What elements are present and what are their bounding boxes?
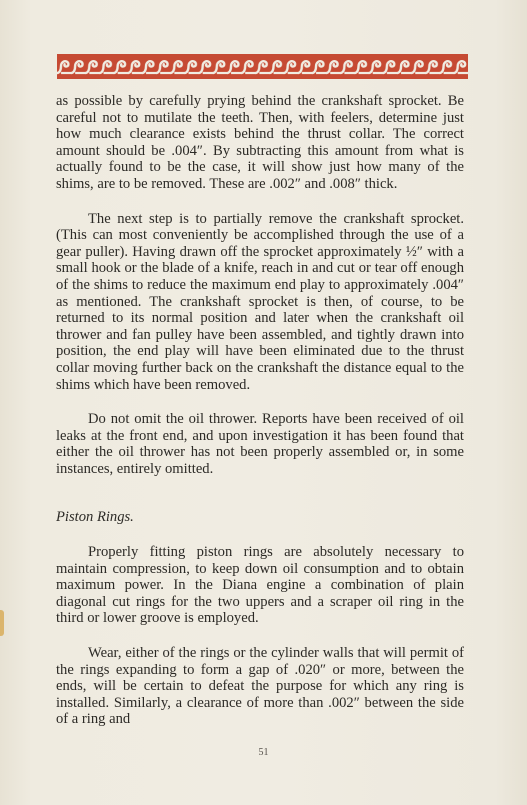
section-heading: Piston Rings. — [56, 509, 134, 526]
paragraph-continuation: as possible by carefully prying behind the crankshaft sprocket. Be careful not to mutilate the teeth. Then, with feelers, determine just how much clearance exists behind the thrust collar. The correct amount should be .004″. By subtracting this amount from what is actually found to be the case, it will show just how many of the shims, are to be removed. These are .002″ and .008″ thick. — [56, 93, 464, 192]
body-text — [56, 93, 464, 728]
paragraph-crankshaft-sprocket: The next step is to partially remove the crankshaft sprocket. (This can most conveniently be accomplished through the use of a gear puller). Having drawn off the sprocket approximately ½″ with a small hook or the blade of a knife, reach in and cut or tear off enough of the shims to reduce the maximum end play to approximately .004″ as mentioned. The crankshaft sprocket is then, of course, to be returned to its normal position and later when the crankshaft oil thrower and fan pulley have been assembled, and tightly drawn into position, the end play will have been eliminated due to the thrust collar moving further back on the crankshaft the distance equal to the shims which have been removed. — [56, 210, 464, 393]
page-number: 51 — [258, 747, 269, 758]
edge-mark — [0, 610, 4, 636]
greek-wave-border-icon — [57, 54, 468, 79]
paragraph-piston-rings: Properly fitting piston rings are absolutely necessary to maintain compression, to keep down oil consumption and to obtain maximum power. In the Diana engine a combination of plain diagonal cut rings for the two uppers and a scraper oil ring in the third or lower groove is employed. — [56, 544, 464, 627]
paragraph-oil-thrower: Do not omit the oil thrower. Reports have been received of oil leaks at the front end, and upon investigation it has been found that either the oil thrower has not been properly assembled or, in some instances, entirely omitted. — [56, 411, 464, 477]
paragraph-ring-wear: Wear, either of the rings or the cylinder walls that will permit of the rings expanding to form a gap of .020″ or more, between the ends, will be certain to defeat the purpose for which any ring is installed. Similarly, a clearance of more than .002″ between the side of a ring and — [56, 645, 464, 728]
